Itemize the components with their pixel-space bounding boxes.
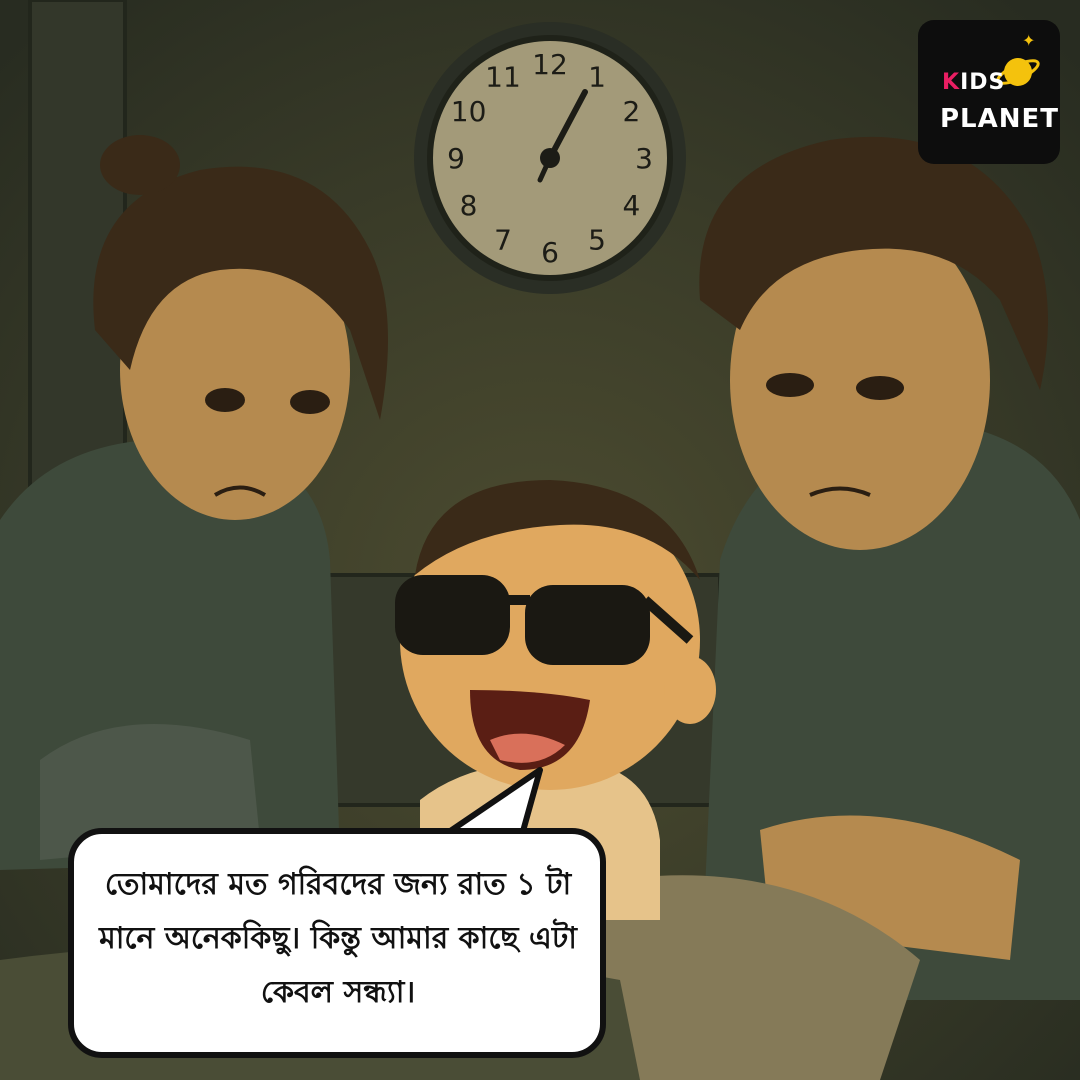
- mother-left-eye: [205, 388, 245, 412]
- clock-number-6: 6: [541, 236, 559, 269]
- logo-letter-k: K: [942, 70, 961, 95]
- clock-number-5: 5: [588, 223, 606, 257]
- baby-ear: [664, 656, 716, 724]
- clock-number-1: 1: [588, 60, 606, 94]
- clock-number-3: 3: [635, 142, 653, 175]
- clock-number-10: 10: [450, 95, 487, 128]
- clock-number-4: 4: [622, 189, 641, 222]
- father-figure: [699, 137, 1080, 1000]
- wall-clock: [414, 22, 686, 294]
- clock-number-8: 8: [459, 189, 478, 222]
- clock-number-9: 9: [447, 142, 465, 175]
- clock-number-11: 11: [485, 60, 521, 94]
- mother-hair-bun: [100, 135, 180, 195]
- sunglasses-right-lens: [525, 585, 650, 665]
- logo-planet-text: PLANET: [940, 104, 1060, 134]
- clock-center: [540, 148, 560, 168]
- sunglasses-bridge: [505, 595, 530, 605]
- kids-planet-logo: [918, 20, 1060, 164]
- father-left-eye: [766, 373, 814, 397]
- speech-bubble-text: তোমাদের মত গরিবদের জন্য রাত ১ টা মানে অনেককিছু। কিন্তু আমার কাছে এটা কেবল সন্ধ্যা।: [99, 867, 577, 1010]
- logo-kids-text: [942, 70, 1005, 95]
- father-right-eye: [856, 376, 904, 400]
- clock-number-2: 2: [622, 95, 641, 128]
- sunglasses-left-lens: [395, 575, 510, 655]
- star-icon: ✦: [1022, 31, 1036, 50]
- logo-letters-ids: IDS: [960, 70, 1006, 95]
- clock-number-12: 12: [532, 48, 568, 81]
- clock-number-7: 7: [494, 223, 512, 257]
- mother-right-eye: [290, 390, 330, 414]
